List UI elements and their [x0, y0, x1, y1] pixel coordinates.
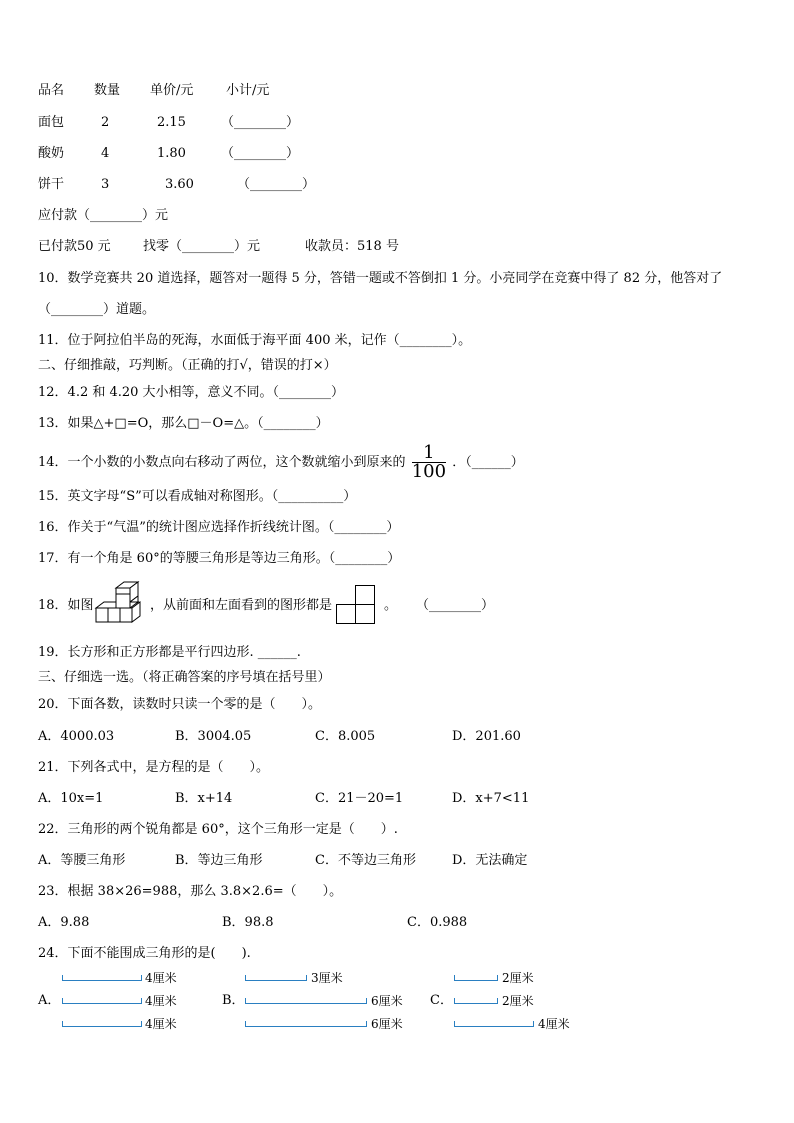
segment-c2: [454, 998, 498, 1004]
question-19[interactable]: 19．长方形和正方形都是平行四边形. ______.: [38, 645, 301, 660]
row-qty: 3: [101, 177, 110, 192]
section-2-heading: 二、仔细推敲，巧判断。（正确的打√，错误的打×）: [38, 358, 337, 373]
col-header-qty: 数量: [94, 83, 121, 98]
option-d[interactable]: D．201.60: [452, 729, 521, 744]
option-c[interactable]: C．21－20=1: [315, 791, 404, 806]
row-subtotal-blank[interactable]: （________）: [237, 177, 316, 192]
option-d[interactable]: D．无法确定: [452, 853, 528, 868]
question-14-text: 14．一个小数的小数点向右移动了两位，这个数就缩小到原来的: [38, 455, 406, 470]
option-c-label[interactable]: C．: [430, 993, 453, 1008]
row-price: 1.80: [157, 146, 186, 161]
row-name: 面包: [38, 115, 65, 130]
question-18-period: 。: [384, 598, 398, 613]
view-shape-figure: [336, 584, 376, 626]
segment-c1: [454, 975, 498, 981]
row-name: 酸奶: [38, 146, 65, 161]
row-subtotal-blank[interactable]: （________）: [221, 146, 300, 161]
question-16[interactable]: 16．作关于“气温”的统计图应选择作折线统计图。（________）: [38, 520, 400, 535]
segment-a1: [62, 975, 142, 981]
amount-due[interactable]: 应付款（________）元: [38, 208, 169, 223]
question-15[interactable]: 15．英文字母“S”可以看成轴对称图形。（__________）: [38, 489, 357, 504]
segment-c2-length: 2厘米: [502, 994, 534, 1008]
segment-a2: [62, 998, 142, 1004]
row-qty: 4: [101, 146, 110, 161]
segment-b1: [245, 975, 307, 981]
segment-a2-length: 4厘米: [145, 994, 177, 1008]
segment-b1-length: 3厘米: [311, 971, 343, 985]
option-b[interactable]: B．等边三角形: [175, 853, 263, 868]
question-24: 24．下面不能围成三角形的是( ).: [38, 946, 251, 961]
segment-a3: [62, 1021, 142, 1027]
segment-a3-length: 4厘米: [145, 1017, 177, 1031]
row-qty: 2: [101, 115, 110, 130]
question-21: 21．下列各式中，是方程的是（ ）。: [38, 760, 270, 775]
option-b[interactable]: B．3004.05: [175, 729, 252, 744]
question-14-tail: ．（______）: [452, 455, 524, 470]
row-price: 3.60: [165, 177, 194, 192]
col-header-name: 品名: [38, 83, 65, 98]
question-18-middle: ，从前面和左面看到的图形都是: [150, 598, 333, 613]
row-subtotal-blank[interactable]: （________）: [221, 115, 300, 130]
option-a-label[interactable]: A．: [38, 993, 61, 1008]
fraction-denominator: 100: [411, 461, 447, 482]
segment-b2: [245, 998, 367, 1004]
option-b-label[interactable]: B．: [222, 993, 245, 1008]
segment-b2-length: 6厘米: [371, 994, 403, 1008]
segment-a1-length: 4厘米: [145, 971, 177, 985]
option-c[interactable]: C．0.988: [407, 915, 468, 930]
question-23: 23．根据 38×26=988，那么 3.8×2.6=（ ）。: [38, 884, 343, 899]
question-17[interactable]: 17．有一个角是 60°的等腰三角形是等边三角形。（________）: [38, 551, 401, 566]
segment-b3-length: 6厘米: [371, 1017, 403, 1031]
change-blank[interactable]: 找零（________）元: [143, 239, 261, 254]
option-a[interactable]: A．4000.03: [38, 729, 115, 744]
question-14[interactable]: [38, 443, 524, 483]
question-20: 20．下面各数，读数时只读一个零的是（ ）。: [38, 697, 322, 712]
section-3-heading: 三、仔细选一选。（将正确答案的序号填在括号里）: [38, 670, 331, 685]
question-10-line1: 10．数学竞赛共 20 道选择，题答对一题得 5 分，答错一题或不答倒扣 1 分。小亮同学在竞赛中得了 82 分，他答对了: [38, 271, 723, 286]
col-header-price: 单价/元: [150, 83, 194, 98]
segment-b3: [245, 1021, 367, 1027]
question-12[interactable]: 12．4.2 和 4.20 大小相等，意义不同。（________）: [38, 385, 345, 400]
row-price: 2.15: [157, 115, 186, 130]
option-c[interactable]: C．不等边三角形: [315, 853, 416, 868]
question-18-prefix: 18．如图: [38, 598, 94, 613]
cashier: 收款员：518 号: [305, 239, 399, 254]
col-header-subtotal: 小计/元: [226, 83, 270, 98]
option-a[interactable]: A．10x=1: [38, 791, 104, 806]
option-d[interactable]: D．x+7<11: [452, 791, 530, 806]
option-b[interactable]: B．98.8: [222, 915, 274, 930]
option-a[interactable]: A．等腰三角形: [38, 853, 126, 868]
question-11[interactable]: 11．位于阿拉伯半岛的死海，水面低于海平面 400 米，记作（________）。: [38, 333, 472, 348]
fraction-numerator: 1: [412, 444, 446, 463]
segment-c3: [454, 1021, 534, 1027]
segment-c3-length: 4厘米: [538, 1017, 570, 1031]
option-b[interactable]: B．x+14: [175, 791, 233, 806]
question-22: 22．三角形的两个锐角都是 60°，这个三角形一定是（ ）.: [38, 822, 398, 837]
segment-c1-length: 2厘米: [502, 971, 534, 985]
question-18-blank[interactable]: （________）: [416, 598, 495, 613]
question-10-line2[interactable]: （________）道题。: [38, 302, 156, 317]
option-c[interactable]: C．8.005: [315, 729, 376, 744]
row-name: 饼干: [38, 177, 65, 192]
cube-stack-figure: [94, 580, 148, 630]
question-13[interactable]: 13．如果△+□=O，那么□－O=△。（________）: [38, 416, 329, 431]
fraction-one-hundredth: [412, 444, 446, 481]
option-a[interactable]: A．9.88: [38, 915, 90, 930]
amount-paid: 已付款50 元: [38, 239, 111, 254]
